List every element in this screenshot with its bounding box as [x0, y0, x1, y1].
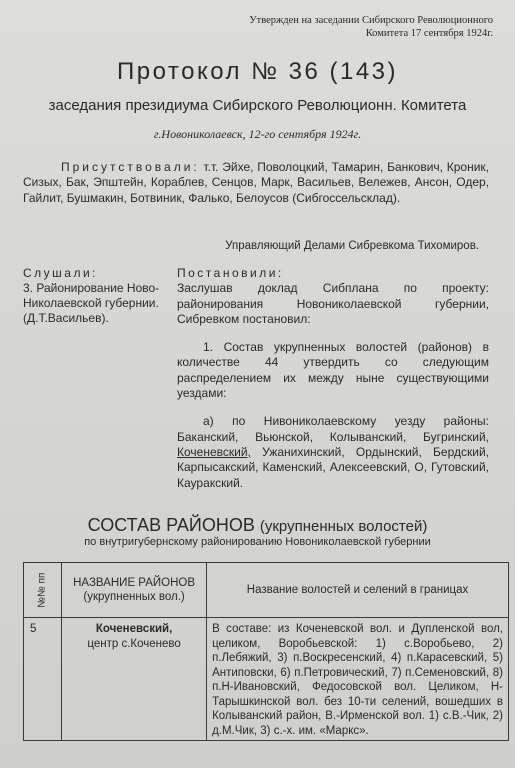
section-subtitle: по внутригубернскому районированию Новониколаевской губернии — [84, 536, 431, 548]
paragraph-2-end: Ужанихинский, Ордынский, Бердский, Карпысакский, Каменский, Алексеевский, О, Гутовский, Кауракский. — [177, 444, 489, 490]
attendance-block — [23, 160, 489, 206]
row-district — [62, 618, 207, 741]
resolved-paragraph-2 — [177, 414, 489, 490]
row-number: 5 — [24, 618, 62, 741]
paragraph-2-start: а) по Нивониколаевскому уезду районы: Баканский, Вьюнской, Колыванский, Бугринский, — [177, 414, 489, 444]
document-subtitle: заседания президиума Сибирского Революционн. Комитета — [48, 97, 467, 114]
resolved-block — [177, 266, 489, 491]
header-name-line-1: НАЗВАНИЕ РАЙОНОВ — [73, 576, 196, 589]
resolved-paragraph-1: 1. Состав укрупненных волостей (районов) в количестве 44 утвердить со следующим распределением их между ныне существующими уездами: — [177, 340, 489, 401]
underlined-district: Коченевский, — [177, 444, 251, 459]
header-district-name — [62, 563, 207, 618]
district-name: Коченевский, — [95, 623, 173, 635]
place-and-date: г.Новониколаевск, 12-го сентября 1924г. — [153, 127, 362, 141]
manager-line: Управляющий Делами Сибревкома Тихомиров. — [225, 240, 479, 252]
section-title — [0, 515, 515, 536]
header-num: №№ пп — [24, 563, 62, 618]
row-description: В составе: из Коченевской вол. и Дупленской вол, целиком, Воробьевской: 1) с.Воробьево, 2) п.Лебяжий, 3) п.Воскресенский, 4) п.Карасевский, 5) Антиповски, 6) п.Петровический, 7) п.Семеновский, 8) п.Н-Ивановский, Федосовской вол. Целиком, Н-Тарышкинской вол. без 10-ти селений, вошедших в Колыванский район, В.-Ирменской вол. 1) с.В.-Чик, 2) д.М.Чик, 3) с.-х. им. «Маркс». — [207, 618, 509, 741]
header-description: Название волостей и селений в границах — [207, 563, 509, 618]
approval-note — [193, 14, 493, 40]
attendance-label: Присутствовали: — [61, 160, 200, 174]
section-title-main: СОСТАВ РАЙОНОВ — [87, 515, 255, 535]
resolved-intro: Заслушав доклад Сибплана по проекту: районирования Новониколаевской губернии, Сибревком постановил: — [177, 281, 489, 326]
table-header-row — [24, 563, 509, 618]
header-name-line-2: (укрупненных вол.) — [83, 591, 185, 603]
document-title: Протокол № 36 (143) — [116, 58, 399, 85]
resolved-label: Постановили: — [177, 266, 284, 280]
attendance-names: т.т. Эйхе, Поволоцкий, Тамарин, Банкович, Кроник, Сизых, Бак, Эпштейн, Кораблев, Сенцов, Марк, Васильев, Вележев, Ансон, Одер, Гайлит, Бушмакин, Ботвиник, Фалько, Белоусов (Сибгоссельсклад). — [23, 160, 489, 205]
districts-table — [23, 562, 509, 741]
approval-line-1: Утвержден на заседании Сибирского Революционного — [249, 15, 493, 26]
section-title-paren: (укрупненных волостей) — [259, 518, 428, 535]
table-row — [24, 618, 509, 741]
heard-text: 3. Районирование Ново-Николаевской губернии. (Д.Т.Васильев). — [23, 281, 160, 325]
heard-label: Слушали: — [23, 266, 99, 280]
heard-block — [23, 266, 171, 326]
district-center: центр с.Коченево — [87, 637, 181, 650]
approval-line-2: Комитета 17 сентября 1924г. — [365, 28, 493, 39]
